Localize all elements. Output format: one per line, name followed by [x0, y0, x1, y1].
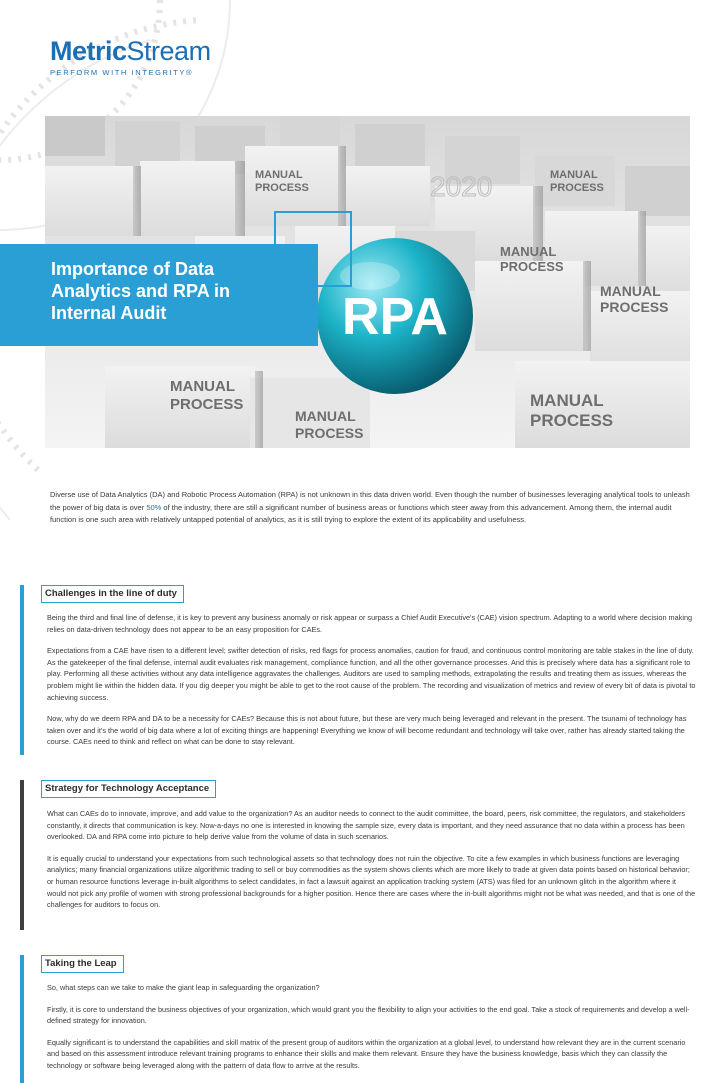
svg-text:MANUAL: [295, 408, 356, 424]
intro-paragraph: [50, 489, 690, 527]
paragraph: Being the third and final line of defense, it is key to prevent any business anomaly or risk appear or surpass a Chief Audit Executive's (CAE) vision spectrum. Adapting to a world where decision making relies on data-driven technology does not appear to be an easy proposition for CAEs.: [47, 613, 693, 634]
paragraph: What can CAEs do to innovate, improve, and add value to the organization? As an auditor needs to connect to the audit committee, the board, peers, risk committee, the regulators, and stakeholders constantly, it directs that communication is key. Now-a-days no one is interested in knowing the sample size, every data is important, and they need assurance that no data within a process has been overlooked. DA and RPA come into picture to help derive value from the volume of data in such scenarios.: [47, 809, 686, 842]
intro-text: of the industry, there are still a significant number of business areas or functions which steer away from this advancement. Among them, the internal audit function is one such area with relatively untapped potential of analytics, as it is still trying to explore the extent of its applicability and usefulness.: [50, 502, 672, 524]
section-title: Strategy for Technology Acceptance: [41, 780, 216, 798]
cube-label: MANUAL: [295, 408, 356, 424]
year-watermark: 2020: [430, 171, 493, 202]
paragraph: Expectations from a CAE have risen to a different level; swifter detection of risks, red flags for process anomalies, caution for fraud, and continuous control monitoring are table stakes in the line of duty. As the gatekeeper of the final defense, internal audit evaluates risk management, compliance function, and all the other governance processes. And this is precisely where data has a significant role to play. Performing all these activities without any data intelligence aggravates the challenges. Auditors are used to sampling methods, extrapolating the results and treating them as issues, whereas the problem might lie within the hidden data. If you dig deeper you might be able to get to the root cause of the problem. The recording and visualization of metrics and review of every bit of data is pivotal to achieving success.: [47, 646, 696, 702]
section-body: [47, 808, 697, 921]
section-taking-the-leap: [20, 955, 700, 1083]
section-body: [47, 982, 697, 1082]
svg-text:PROCESS: [170, 396, 243, 413]
svg-text:MANUAL: [255, 169, 303, 181]
title-line: Internal Audit: [51, 303, 167, 323]
cube-label: PROCESS: [255, 182, 309, 194]
cube-label: PROCESS: [500, 259, 564, 274]
paragraph: Firstly, it is core to understand the business objectives of your organization, which would grant you the flexibility to align your activities to the end goal. Take a stock of requirements and develop a well-defined strategy for innovation.: [47, 1004, 690, 1026]
metricstream-logo: [50, 38, 211, 77]
intro-text: Diverse use of Data Analytics (DA) and Robotic Process Automation (RPA) is not unknown in this data driven world. Even though the number of businesses leveraging analytical tools to unleash the power of big data is over: [50, 490, 690, 512]
paragraph: It is equally crucial to understand your expectations from such technological assets so that technology does not ruin the objective. To cite a few examples in which business functions are leveraging analytics; many financial organizations utilize algorithmic trading to sell or buy commodities as the system shows clients which are more likely to trade at given data points based on historical behavior; or human resource functions leverage in-built algorithms to select candidates, in fact a lawsuit against an application tracking system (ATS) was filed for an unknown glitch in the algorithm where it would not pick any profile of women with strong professional backgrounds for a higher position. Hence there are cases where the in-built algorithms might not be what was needed, and that is one of the challenges for auditors to focus on.: [47, 853, 696, 910]
logo-tagline: PERFORM WITH INTEGRITY®: [50, 68, 194, 77]
cube-label: MANUAL: [600, 283, 661, 299]
svg-text:PROCESS: [500, 259, 564, 274]
intro-highlight: 50%: [146, 502, 162, 512]
sphere-label: RPA: [342, 288, 448, 346]
paragraph: Equally significant is to understand the capabilities and skill matrix of the present group of auditors within the organization at a global level, to understand how relevant they are in the current scenario and based on this assessment introduce relevant training programs to enhance their skills and make them relevant. Ensure they have the business knowledge, basis which they can classify the technology or software being leveraged along with the pattern of data flow to arrive at the results.: [47, 1037, 686, 1070]
svg-text:MANUAL: [600, 283, 661, 299]
section-title: Challenges in the line of duty: [41, 585, 184, 603]
paragraph: Now, why do we deem RPA and DA to be a necessity for CAEs? Because this is not about future, but these are very much being leveraged and relevant in the present. The tsunami of technology has taken over and it's the world of big data where a lot of exciting things are happening! Everything we know of will become redundant and technology will take over, rather has already started taking the course. CAEs need to think and reflect on what can be done to stay relevant.: [47, 714, 687, 747]
cube-label: MANUAL: [255, 169, 303, 181]
svg-text:PROCESS: [550, 182, 604, 194]
page-title: [0, 244, 318, 346]
section-strategy: [20, 780, 700, 940]
cube-label: PROCESS: [170, 396, 244, 413]
svg-text:PROCESS: [295, 425, 363, 441]
logo-brand-light: Stream: [126, 36, 211, 66]
svg-text:PROCESS: [530, 411, 613, 430]
svg-text:MANUAL: [500, 244, 556, 259]
title-line: Analytics and RPA in: [51, 281, 231, 301]
section-title: Taking the Leap: [41, 955, 124, 973]
cube-label: PROCESS: [295, 425, 364, 441]
svg-text:MANUAL: [550, 169, 598, 181]
section-body: [47, 612, 697, 758]
cube-label: PROCESS: [530, 411, 614, 430]
cube-label: PROCESS: [600, 299, 669, 315]
section-bar: [20, 780, 24, 930]
cube-label: MANUAL: [550, 169, 598, 181]
paragraph: So, what steps can we take to make the giant leap in safeguarding the organization?: [47, 983, 320, 992]
title-line: Importance of Data: [51, 259, 215, 279]
cube-label: MANUAL: [170, 378, 235, 395]
svg-text:PROCESS: [600, 299, 668, 315]
svg-text:PROCESS: [255, 182, 309, 194]
svg-text:MANUAL: [530, 391, 604, 410]
svg-text:MANUAL: [170, 378, 235, 395]
section-bar: [20, 585, 24, 755]
section-bar: [20, 955, 24, 1083]
cube-label: MANUAL: [530, 391, 604, 410]
logo-brand-bold: Metric: [50, 36, 127, 66]
section-challenges: [20, 585, 700, 760]
cube-label: PROCESS: [550, 182, 604, 194]
cube-label: MANUAL: [500, 244, 557, 259]
